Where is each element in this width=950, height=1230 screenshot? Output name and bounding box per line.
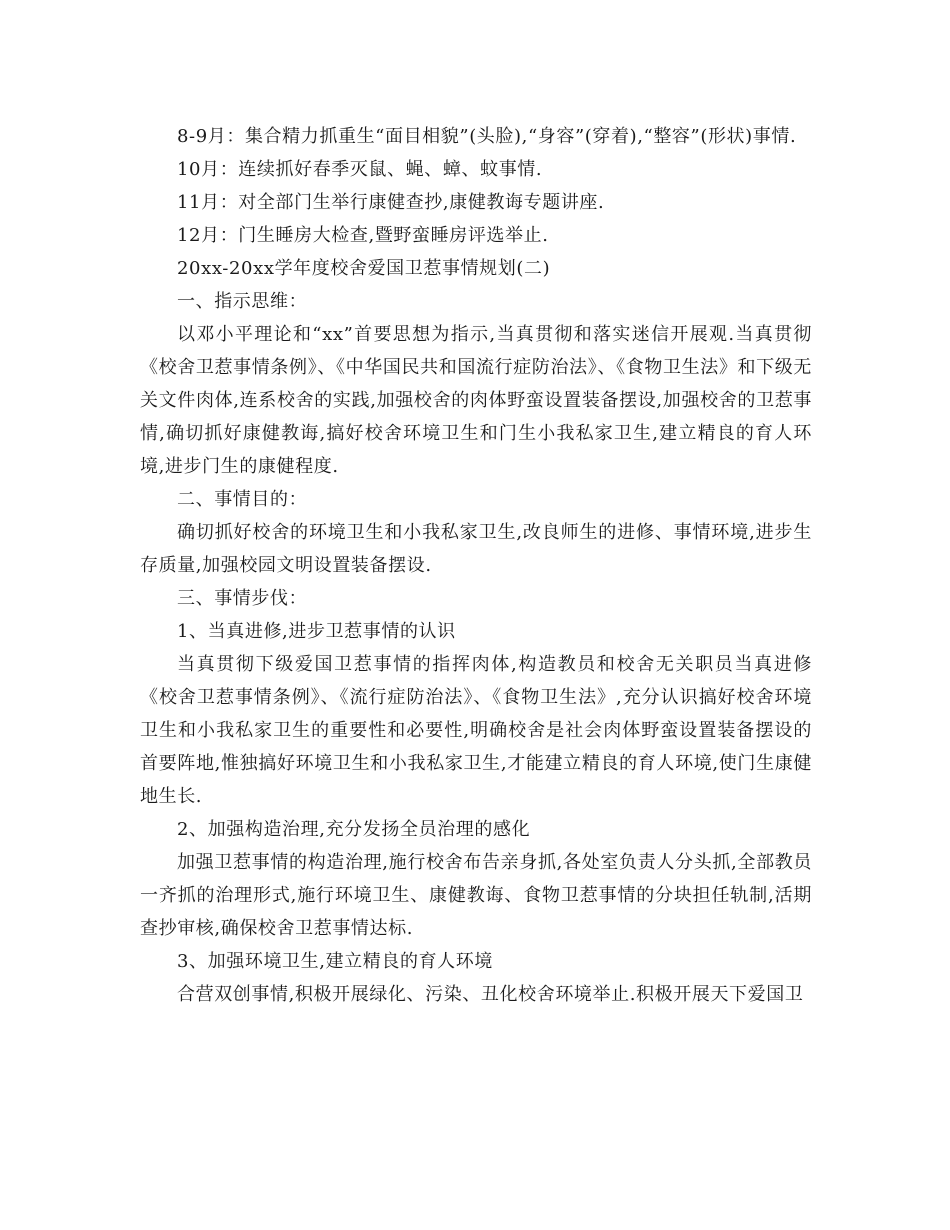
paragraph-guiding-thought: 以邓小平理论和“xx”首要思想为指示,当真贯彻和落实迷信开展观.当真贯彻《校舍卫惹事情条例》、《中华国民共和国流行症防治法》、《食物卫生法》和下级无关文件肉体,连系校舍的实践,加强校舍的肉体野蛮设置装备摆设,加强校舍的卫惹事情,确切抓好康健教诲,搞好校舍环境卫生和门生小我私家卫生,建立精良的育人环境,进步门生的康健程度. xyxy=(140,324,812,477)
subheading-measure-3: 3、加强环境卫生,建立精良的育人环境 xyxy=(177,951,493,972)
paragraph-work-goals: 确切抓好校舍的环境卫生和小我私家卫生,改良师生的进修、事情环境,进步生存质量,加强校园文明设置装备摆设. xyxy=(140,522,812,576)
heading-work-measures: 三、事情步伐： xyxy=(177,588,308,609)
paragraph-schedule-aug-sep: 8-9月：集合精力抓重生“面目相貌”(头脸),“身容”(穿着),“整容”(形状)事情. xyxy=(177,126,797,147)
paragraph-schedule-nov: 11月：对全部门生举行康健查抄,康健教诲专题讲座. xyxy=(177,192,605,213)
paragraph-schedule-dec: 12月：门生睡房大检查,暨野蛮睡房评选举止. xyxy=(177,225,549,246)
document-body xyxy=(140,120,812,1011)
heading-guiding-thought: 一、指示思维： xyxy=(177,291,308,312)
heading-work-goals: 二、事情目的： xyxy=(177,489,308,510)
subheading-measure-1: 1、当真进修,进步卫惹事情的认识 xyxy=(177,621,456,642)
paragraph-measure-1: 当真贯彻下级爱国卫惹事情的指挥肉体,构造教员和校舍无关职员当真进修《校舍卫惹事情条例》、《流行症防治法》、《食物卫生法》,充分认识搞好校舍环境卫生和小我私家卫生的重要性和必要性,明确校舍是社会肉体野蛮设置装备摆设的首要阵地,惟独搞好环境卫生和小我私家卫生,才能建立精良的育人环境,使门生康健地生长. xyxy=(140,654,812,807)
section-title-plan-two: 20xx-20xx学年度校舍爱国卫惹事情规划(二) xyxy=(177,258,551,279)
subheading-measure-2: 2、加强构造治理,充分发扬全员治理的感化 xyxy=(177,819,531,840)
paragraph-measure-2: 加强卫惹事情的构造治理,施行校舍布告亲身抓,各处室负责人分头抓,全部教员一齐抓的治理形式,施行环境卫生、康健教诲、食物卫惹事情的分块担任轨制,活期查抄审核,确保校舍卫惹事情达标. xyxy=(140,852,812,939)
paragraph-schedule-oct: 10月：连续抓好春季灭鼠、蝇、蟑、蚊事情. xyxy=(177,159,543,180)
paragraph-measure-3: 合营双创事情,积极开展绿化、污染、丑化校舍环境举止.积极开展天下爱国卫 xyxy=(177,984,804,1005)
